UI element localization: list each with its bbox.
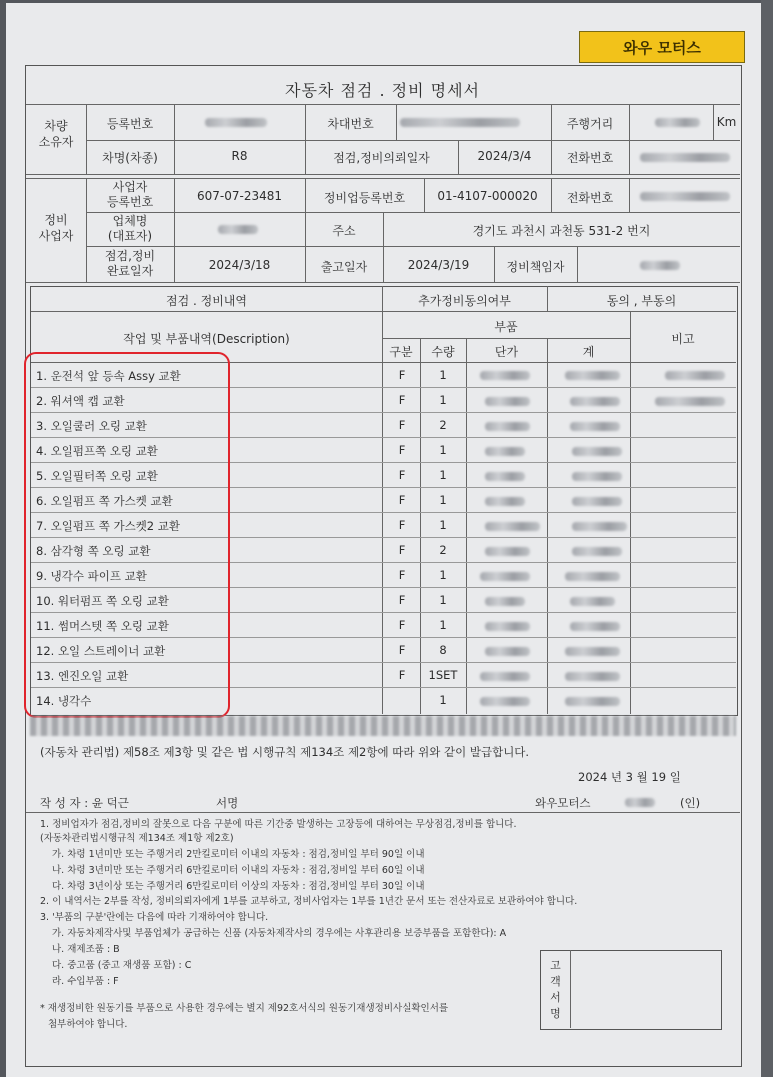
note-line: 1. 정비업자가 점검,정비의 잘못으로 다음 구분에 따른 기간중 발생하는 고장등에 대하여는 무상점검,정비를 합니다. (40, 819, 517, 830)
item-qty: 1 (439, 368, 447, 382)
item-row-5: 5. 오일필터쪽 오링 교환 (36, 469, 158, 483)
background-edge (761, 0, 773, 1077)
item-type: F (398, 568, 406, 582)
redacted-vin (400, 118, 520, 127)
redacted-mileage (655, 118, 700, 127)
item-type: F (398, 543, 406, 557)
car-model-label: 차명(차종) (102, 151, 158, 165)
biz-phone-label: 전화번호 (566, 191, 614, 205)
item-row-10: 10. 워터펌프 쪽 오링 교환 (36, 594, 169, 608)
item-type: F (398, 468, 406, 482)
unit-price-header: 단가 (494, 345, 519, 359)
note-line: 다. 중고품 (중고 재생품 포함) : C (52, 960, 192, 971)
seal-mark: (인) (680, 796, 701, 810)
note-line: 2. 이 내역서는 2부를 작성, 정비의뢰자에게 1부를 교부하고, 정비사업자는 1부를 1년간 문서 또는 전산자료로 보관하여야 합니다. (40, 896, 578, 907)
item-type: F (398, 518, 406, 532)
complete-date-value: 2024/3/18 (208, 258, 271, 272)
company-stamp (579, 31, 745, 63)
consent-label: 추가정비동의여부 (418, 294, 511, 308)
qty-header: 수량 (431, 345, 455, 359)
request-date-label: 점검,정비의뢰일자 (333, 151, 430, 165)
totals-strip (30, 716, 736, 736)
item-qty: 2 (439, 418, 447, 432)
item-type: F (398, 443, 406, 457)
consent-options: 동의 , 부동의 (606, 294, 677, 308)
item-qty: 8 (439, 643, 447, 657)
description-header: 작업 및 부품내역(Description) (123, 332, 290, 346)
redacted-biz-phone (640, 192, 730, 201)
item-qty: 1 (439, 493, 447, 507)
manager-label: 정비책임자 (506, 260, 565, 274)
signature-label: 서명 (216, 796, 239, 810)
item-row-14: 14. 냉각수 (36, 694, 92, 708)
item-type: F (398, 668, 406, 682)
item-qty: 1 (439, 393, 447, 407)
total-header: 계 (582, 345, 595, 359)
type-header: 구분 (389, 345, 413, 359)
mileage-unit: Km (716, 115, 737, 129)
item-row-13: 13. 엔진오일 교환 (36, 669, 129, 683)
reg-number-label: 등록번호 (106, 117, 154, 131)
biz-reg-label: 사업자 등록번호 (106, 180, 154, 209)
release-date-label: 출고일자 (320, 260, 368, 274)
address-label: 주소 (332, 224, 356, 238)
business-section-label: 정비 사업자 (38, 213, 74, 243)
item-row-11: 11. 썸머스텟 쪽 오링 교환 (36, 619, 169, 633)
note-line: 첨부하여야 합니다. (48, 1019, 128, 1030)
redacted-manager (640, 261, 680, 270)
note-line: 가. 차령 1년미만 또는 주행거리 2만킬로미터 이내의 자동차 : 점검,정비일 부터 90일 이내 (52, 849, 425, 860)
legal-statement: (자동차 관리법) 제58조 제3항 및 같은 법 시행규칙 제134조 제2항에 따라 위와 같이 발급합니다. (40, 745, 530, 759)
item-qty: 1 (439, 568, 447, 582)
redacted-rep-name (625, 798, 655, 807)
item-type: F (398, 593, 406, 607)
item-row-8: 8. 삼각형 쪽 오링 교환 (36, 544, 151, 558)
item-type: F (398, 393, 406, 407)
company-name: 와우모터스 (535, 796, 591, 810)
item-row-12: 12. 오일 스트레이너 교환 (36, 644, 166, 658)
complete-date-label: 점검,정비 완료일자 (104, 249, 156, 278)
item-type: F (398, 643, 406, 657)
item-row-7: 7. 오일펌프 쪽 가스켓2 교환 (36, 519, 180, 533)
issue-date: 2024 년 3 월 19 일 (578, 770, 681, 784)
note-line: 가. 자동차제작사및 부품업체가 공급하는 신품 (자동차제작사의 경우에는 사후관리용 보증부품을 포함한다): A (52, 928, 507, 939)
note-line: * 재생정비한 원동기를 부품으로 사용한 경우에는 별지 제92호서식의 원동기재생정비사실확인서를 (40, 1003, 449, 1014)
parts-header: 부품 (494, 320, 518, 334)
redacted-phone (640, 153, 730, 162)
document-title: 자동차 점검 . 정비 명세서 (285, 81, 480, 100)
highlight-box (24, 352, 230, 718)
redacted-biz-name (218, 225, 258, 234)
item-row-2: 2. 워셔액 캡 교환 (36, 394, 125, 408)
biz-name-label: 업체명 (대표자) (107, 214, 153, 243)
item-qty: 1SET (428, 668, 458, 682)
item-type: F (398, 493, 406, 507)
release-date-value: 2024/3/19 (407, 258, 470, 272)
item-type: F (398, 618, 406, 632)
biz-reg-value: 607-07-23481 (196, 189, 282, 203)
note-line: 나. 재제조품 : B (52, 944, 120, 955)
stamp-text: 와우 모터스 (623, 38, 701, 57)
note-line: 나. 차령 3년미만 또는 주행거리 6만킬로미터 이내의 자동차 : 점검,정비일 부터 60일 이내 (52, 865, 425, 876)
note-line: 3. '부품의 구분'란에는 다음에 따라 기재하여야 합니다. (40, 912, 269, 923)
item-qty: 2 (439, 543, 447, 557)
note-line: 다. 차령 3년이상 또는 주행거리 6만킬로미터 이상의 자동차 : 점검,정비일 부터 30일 이내 (52, 881, 425, 892)
customer-signature-label: 고 객 서 명 (550, 959, 561, 1020)
item-qty: 1 (439, 593, 447, 607)
address-value: 경기도 과천시 과천동 531-2 번지 (472, 224, 651, 238)
item-qty: 1 (439, 693, 447, 707)
details-header: 점검 . 정비내역 (166, 294, 247, 308)
item-qty: 1 (439, 443, 447, 457)
phone-label: 전화번호 (566, 151, 614, 165)
item-qty: 1 (439, 618, 447, 632)
request-date-value: 2024/3/4 (477, 149, 532, 163)
author-label: 작 성 자 : 윤 덕근 (40, 796, 129, 810)
remarks-header: 비고 (671, 332, 695, 346)
item-type: F (398, 418, 406, 432)
item-row-3: 3. 오일쿨러 오링 교환 (36, 419, 147, 433)
repair-reg-value: 01-4107-000020 (437, 189, 538, 203)
item-row-1: 1. 운전석 앞 등속 Assy 교환 (36, 369, 181, 383)
note-line: 라. 수입부품 : F (52, 976, 119, 987)
item-row-6: 6. 오일펌프 쪽 가스켓 교환 (36, 494, 173, 508)
redacted-reg-number (205, 118, 267, 127)
item-qty: 1 (439, 468, 447, 482)
item-row-9: 9. 냉각수 파이프 교환 (36, 569, 147, 583)
item-qty: 1 (439, 518, 447, 532)
mileage-label: 주행거리 (566, 117, 614, 131)
note-line: (자동차관리법시행규칙 제134조 제1항 제2호) (40, 833, 234, 844)
owner-section-label: 차량 소유자 (38, 119, 74, 149)
item-type: F (398, 368, 406, 382)
vin-label: 차대번호 (327, 117, 374, 131)
item-row-4: 4. 오일펌프쪽 오링 교환 (36, 444, 158, 458)
repair-reg-label: 정비업등록번호 (323, 191, 406, 205)
car-model-value: R8 (231, 149, 248, 163)
